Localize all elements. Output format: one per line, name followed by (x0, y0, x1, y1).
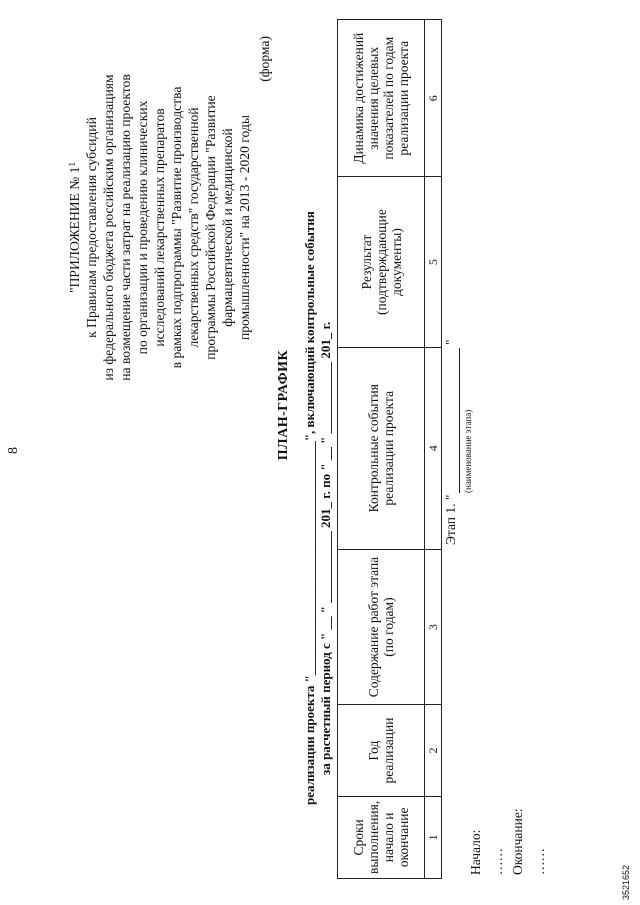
appendix-line: лекарственных средств" государственной (186, 107, 201, 348)
stage-label: Этап 1. " (443, 494, 458, 545)
form-label: (форма) (257, 36, 272, 82)
document-code: 3521652 (621, 864, 631, 900)
appendix-line: программы Российской Федерации "Развитие (203, 95, 218, 360)
column-header: Результат (подтверждающие документы) (338, 177, 425, 347)
column-header: Контрольные события реализации проекта (338, 347, 425, 549)
appendix-line: в рамках подпрограммы "Развитие производства (169, 86, 184, 369)
table-header-row (338, 20, 425, 879)
column-header: Год реализации (338, 705, 425, 796)
column-number: 5 (425, 177, 442, 347)
appendix-line: фармацевтической и медицинской (220, 128, 235, 327)
footnote-superscript: 1 (67, 162, 77, 167)
stage-closing-quote: " (443, 339, 458, 345)
column-number-row (425, 20, 442, 879)
column-number: 4 (425, 347, 442, 549)
appendix-line: по организации и проведению клинических (135, 100, 150, 355)
subtitle-period: за расчетный период с " __ " ___________ 201_ г. по " __ " ___________ 201_ г. (318, 321, 333, 775)
column-number: 3 (425, 549, 442, 705)
stage-name-line (459, 348, 460, 493)
start-label: Начало: (468, 829, 483, 875)
appendix-block (66, 30, 273, 425)
appendix-line: к Правилам предоставления субсидий (84, 117, 99, 338)
column-header: Сроки выполнения, начало и окончание (338, 796, 425, 878)
end-label: Окончание: (510, 808, 525, 875)
column-header: Динамика достижений значения целевых показателей по годам реализации проекта (338, 20, 425, 177)
document-title: ПЛАН-ГРАФИК (276, 349, 291, 461)
appendix-line: исследований лекарственных препаратов (152, 108, 167, 347)
column-number: 6 (425, 20, 442, 177)
page-number: 8 (6, 447, 21, 454)
stage-caption: (наименование этапа) (463, 409, 473, 493)
column-number: 2 (425, 705, 442, 796)
subtitle-project: реализации проекта "____________________________________", включающий контрольные события (302, 211, 317, 805)
appendix-line: из федерального бюджета российским организациям (101, 74, 116, 381)
end-ellipsis: …… (532, 848, 547, 875)
appendix-title: "ПРИЛОЖЕНИЕ № $1^1$ (67, 162, 82, 293)
column-number: 1 (425, 796, 442, 878)
appendix-line: на возмещение части затрат на реализацию проектов (118, 74, 133, 381)
appendix-line: промышленности" на 2013 - 2020 годы (237, 115, 252, 341)
start-ellipsis: …… (490, 848, 505, 875)
schedule-table (337, 19, 442, 879)
column-header: Содержание работ этапа (по годам) (338, 549, 425, 705)
